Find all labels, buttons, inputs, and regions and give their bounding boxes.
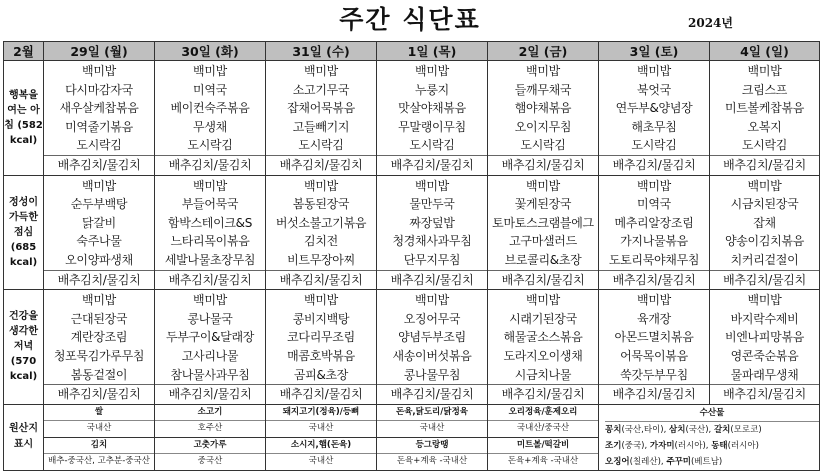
origin-country: 호주산 [155,420,265,436]
menu-cell [266,61,377,176]
dish-item: 배추김치/물김치 [710,155,819,175]
dish-item: 배추김치/물김치 [44,384,154,404]
menu-cell [377,61,488,176]
menu-cell [44,175,155,290]
menu-cell [710,290,820,405]
meal-label: 건강을 생각한 저녁 (570 kcal) [4,290,44,405]
menu-cell [488,61,599,176]
seafood-country: (베트남) [690,456,723,467]
origin-item: 돼지고기(정육)/등뼈 [282,407,360,418]
dish-item: 치커리겉절이 [730,252,799,267]
dish-item: 도시락김 [409,138,455,153]
dish-item: 맛살야채볶음 [398,101,466,116]
origin-country: 중국산 [155,453,265,469]
seafood-country: (모로코) [730,424,762,435]
dish-item: 미역줄기볶음 [65,119,133,134]
dish-item: 잡채어묵볶음 [287,101,355,116]
dish-item: 꽃게된장국 [514,197,572,212]
origin-country: 국내산 [377,420,487,436]
origin-item: 김치 [90,440,108,451]
origin-item: 돈육,닭도리/닭정육 [395,407,469,418]
dish-item: 미트볼케찹볶음 [724,101,805,116]
seafood-header: 수산물 [605,405,819,422]
seafood-country: (러시아) [727,440,759,451]
dish-item: 봄동겉절이 [70,367,128,382]
dish-item: 양념두부조림 [398,330,466,345]
menu-cell [377,290,488,405]
dish-item: 고구마샐러드 [509,234,577,249]
dish-item: 오징어무국 [403,311,461,326]
dish-item: 배추김치/물김치 [488,270,598,290]
dish-item: 배추김치/물김치 [599,155,709,175]
page-title: 주간 식단표 [339,5,481,34]
dish-item: 연두부&양념장 [615,101,693,116]
meal-row [4,175,820,290]
origin-country: 돈육+계육 -국내산 [377,453,487,469]
seafood-country: (러시아), [674,440,712,451]
seafood-name: 가자미 [649,440,675,451]
dish-item: 버섯소불고기볶음 [275,215,367,230]
dish-item: 함박스테이크&S [167,215,253,230]
dish-item: 배추김치/물김치 [155,155,265,175]
dish-item: 배추김치/물김치 [599,270,709,290]
origin-country: 국내산 [44,420,154,436]
origin-item: 등그랑땡 [415,440,449,451]
dish-item: 무말랭이무침 [398,119,466,134]
meal-label: 행복을 여는 아침 (582 kcal) [4,61,44,176]
seafood-line [605,438,819,454]
menu-cell [266,175,377,290]
dish-item: 누룽지 [415,82,449,97]
dish-item: 육개장 [637,311,671,326]
seafood-country: (국산,타이), [621,424,670,435]
dish-item: 도시락김 [741,138,788,153]
dish-item: 배추김치/물김치 [266,384,376,404]
dish-item: 무생채 [193,119,227,134]
dish-item: 다시마감자국 [65,82,133,97]
dish-item: 숙주나물 [76,234,122,249]
dish-item: 도토리묵야채무침 [608,252,700,267]
dish-item: 백미밥 [637,178,671,193]
dish-item: 잡채 [753,215,776,230]
seafood-origin-cell [599,404,820,470]
dish-item: 비트무장아찌 [287,252,355,267]
dish-item: 배추김치/물김치 [710,384,819,404]
dish-item: 도시락김 [631,138,677,153]
day-header: 31일 (수) [266,42,377,61]
dish-item: 청경채사과무침 [392,234,472,249]
dish-item: 백미밥 [193,64,227,78]
origin-country: 국내산 [266,453,376,469]
dish-item: 오복지 [747,119,782,134]
menu-cell [599,61,710,176]
meal-row [4,61,820,176]
dish-item: 크림스프 [741,82,788,97]
day-header: 30일 (화) [155,42,266,61]
meal-label: 정성이 가득한 점심 (685 kcal) [4,175,44,290]
day-header: 1일 (목) [377,42,488,61]
dish-item: 백미밥 [415,64,449,78]
dish-item: 매콤호박볶음 [287,348,355,363]
origin-item: 소고기 [197,407,223,418]
origin-cell [377,404,488,437]
dish-item: 백미밥 [637,64,671,78]
dish-item: 배추김치/물김치 [377,384,487,404]
dish-item: 닭갈비 [82,215,116,230]
origin-country: 배추-중국산, 고추분-중국산 [44,453,154,469]
dish-item: 바지락수제비 [730,311,799,326]
dish-item: 순두부백탕 [70,197,128,212]
menu-cell [599,290,710,405]
dish-item: 두부구이&달래장 [165,330,255,345]
day-header: 3일 (토) [599,42,710,61]
dish-item: 백미밥 [193,178,227,193]
menu-cell [44,61,155,176]
origin-item: 고춧가루 [193,440,227,451]
dish-item: 물파래무생채 [730,367,799,382]
dish-item: 들깨무채국 [514,82,572,97]
origin-country: 국내산/중국산 [488,420,598,436]
dish-item: 쑥갓두부무침 [620,367,688,382]
menu-cell [377,175,488,290]
menu-cell [599,175,710,290]
dish-item: 청포묵김가루무침 [53,348,145,363]
dish-item: 봄동된장국 [292,197,350,212]
menu-cell [266,290,377,405]
origin-cell [488,404,599,437]
seafood-country: (칠레산), [629,456,667,467]
day-header: 29일 (월) [44,42,155,61]
origin-cell [266,437,377,470]
origin-country: 돈육+계육 -국내산 [488,453,598,469]
dish-item: 양송이김치볶음 [724,234,805,249]
dish-item: 백미밥 [526,293,560,308]
dish-item: 느타리목이볶음 [170,234,250,249]
dish-item: 배추김치/물김치 [377,155,487,175]
dish-item: 배추김치/물김치 [377,270,487,290]
origin-cell [266,404,377,437]
meal-row [4,290,820,405]
menu-cell [155,61,266,176]
seafood-name: 갈치 [713,424,731,435]
dish-item: 새우살케찹볶음 [59,101,139,116]
dish-item: 배추김치/물김치 [266,155,376,175]
origin-item: 쌀 [94,407,104,418]
seafood-line [605,422,819,438]
dish-item: 백미밥 [304,293,338,308]
dish-item: 고들빼기지 [292,119,350,134]
dish-item: 배추김치/물김치 [266,270,376,290]
dish-item: 콩비지백탕 [292,311,350,326]
dish-item: 짜장덮밥 [409,215,455,230]
dish-item: 배추김치/물김치 [488,384,598,404]
dish-item: 토마토스크램블에그 [492,215,594,230]
seafood-line [605,454,819,470]
dish-item: 가지나물볶음 [620,234,688,249]
seafood-name: 조기 [605,440,622,451]
dish-item: 시래기된장국 [509,311,577,326]
dish-item: 배추김치/물김치 [710,270,819,290]
dish-item: 미역국 [193,82,227,97]
dish-item: 곰피&초장 [293,367,349,382]
dish-item: 계란장조림 [70,330,128,345]
month-label: 2월 [4,42,44,61]
year-label: 2024년 [688,16,733,30]
menu-cell [155,175,266,290]
dish-item: 브로콜리&초장 [504,252,582,267]
dish-item: 단무지무침 [403,252,461,267]
dish-item: 메추리알장조림 [614,215,694,230]
seafood-country: (중국), [621,440,650,451]
dish-item: 도시락김 [76,138,122,153]
dish-item: 영콘죽순볶음 [730,348,799,363]
menu-table [3,41,820,471]
menu-cell [710,61,820,176]
origin-cell [155,437,266,470]
dish-item: 세발나물초장무침 [164,252,256,267]
origin-row [4,404,820,437]
seafood-country: (국산), [685,424,714,435]
dish-item: 백미밥 [747,293,782,308]
dish-item: 아몬드멸치볶음 [614,330,694,345]
dish-item: 배추김치/물김치 [155,270,265,290]
dish-item: 어묵목이볶음 [620,348,688,363]
dish-item: 백미밥 [526,178,560,193]
dish-item: 콩나물무침 [403,367,461,382]
origin-label: 원산지 표시 [4,404,44,470]
seafood-name: 꽁치 [605,424,622,435]
dish-item: 배추김치/물김치 [44,155,154,175]
origin-cell [488,437,599,470]
dish-item: 백미밥 [747,178,782,193]
dish-item: 북엇국 [637,82,671,97]
origin-item: 소시지,햄(돈육) [290,440,352,451]
dish-item: 배추김치/물김치 [44,270,154,290]
dish-item: 배추김치/물김치 [488,155,598,175]
dish-item: 오이양파생채 [65,252,133,267]
dish-item: 미역국 [637,197,671,212]
dish-item: 소고기무국 [292,82,350,97]
menu-cell [488,175,599,290]
menu-cell [710,175,820,290]
menu-cell [155,290,266,405]
dish-item: 콩나물국 [187,311,233,326]
dish-item: 배추김치/물김치 [599,384,709,404]
dish-item: 백미밥 [415,293,449,308]
header-row [4,42,820,61]
dish-item: 참나물사과무침 [170,367,250,382]
origin-cell [44,437,155,470]
dish-item: 고사리나물 [181,348,239,363]
dish-item: 백미밥 [193,293,227,308]
origin-cell [377,437,488,470]
dish-item: 백미밥 [304,178,338,193]
dish-item: 도라지오이생채 [503,348,583,363]
origin-item: 오리정육/훈제오리 [508,407,578,418]
dish-item: 도시락김 [298,138,344,153]
dish-item: 코다리무조림 [287,330,355,345]
seafood-name: 오징어 [605,456,630,467]
dish-item: 해물굴소스볶음 [503,330,583,345]
day-header: 4일 (일) [710,42,820,61]
dish-item: 백미밥 [82,178,116,193]
origin-item: 미트볼/떡갈비 [516,440,570,451]
dish-item: 백미밥 [415,178,449,193]
dish-item: 백미밥 [747,64,782,78]
dish-item: 근대된장국 [70,311,128,326]
dish-item: 새송이버섯볶음 [392,348,472,363]
dish-item: 해초무침 [631,119,677,134]
menu-cell [44,290,155,405]
dish-item: 시금치된장국 [730,197,799,212]
menu-cell [488,290,599,405]
dish-item: 백미밥 [304,64,338,78]
dish-item: 시금치나물 [514,367,572,382]
seafood-name: 주꾸미 [666,456,691,467]
dish-item: 도시락김 [520,138,566,153]
seafood-name: 삼치 [669,424,686,435]
dish-item: 비엔나피망볶음 [724,330,805,345]
origin-cell [155,404,266,437]
dish-item: 베이컨숙주볶음 [170,101,250,116]
dish-item: 김치전 [304,234,338,249]
origin-country: 국내산 [266,420,376,436]
dish-item: 백미밥 [82,64,116,78]
dish-item: 배추김치/물김치 [155,384,265,404]
dish-item: 백미밥 [82,293,116,308]
dish-item: 햄야채볶음 [514,101,572,116]
dish-item: 오이지무침 [514,119,572,134]
dish-item: 물만두국 [409,197,455,212]
dish-item: 백미밥 [637,293,671,308]
dish-item: 부들어묵국 [181,197,239,212]
day-header: 2일 (금) [488,42,599,61]
dish-item: 도시락김 [187,138,233,153]
seafood-name: 동태 [711,440,728,451]
dish-item: 백미밥 [526,64,560,78]
origin-cell [44,404,155,437]
